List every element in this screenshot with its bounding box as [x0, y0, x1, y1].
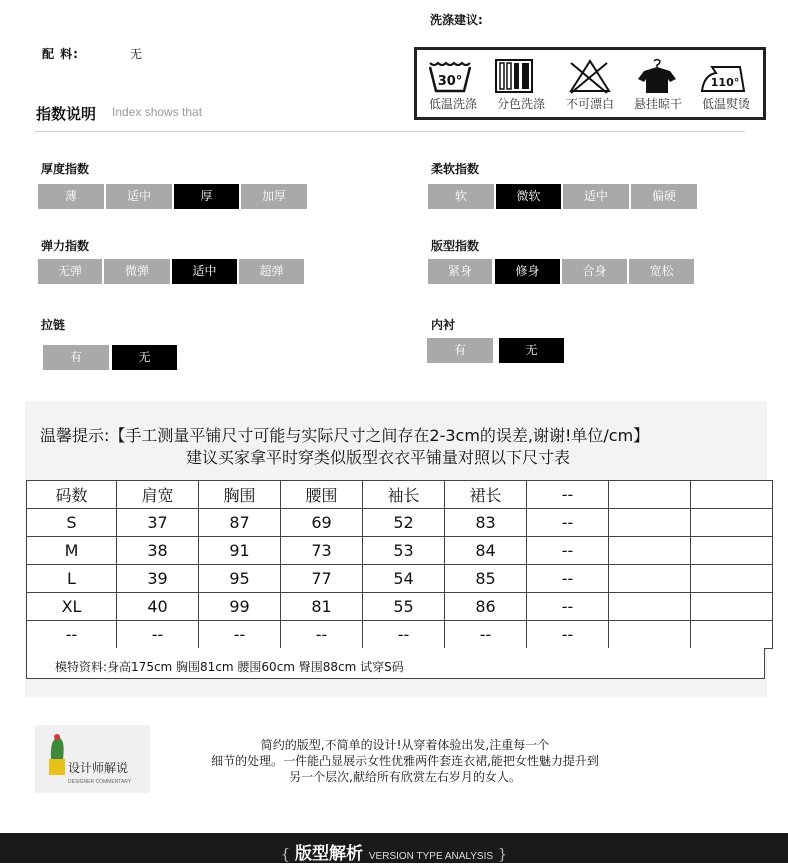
table-row: [27, 537, 773, 565]
table-cell: L: [27, 565, 117, 593]
wash-label: 低温熨烫: [701, 97, 750, 111]
table-cell: [691, 593, 773, 621]
svg-text:DESIGNER COMMENTARY: DESIGNER COMMENTARY: [68, 779, 132, 785]
no-bleach-icon: [557, 57, 623, 95]
header-cell: 袖长: [363, 481, 445, 509]
table-cell: --: [199, 621, 281, 649]
model-info: 模特资料:身高175cm 胸围81cm 腰围60cm 臀围88cm 试穿S码: [55, 660, 404, 674]
separate-color-icon: [488, 57, 554, 95]
desc-line: 简约的版型,不简单的设计!从穿着体验出发,注重每一个: [260, 738, 550, 752]
table-cell: 95: [199, 565, 281, 593]
table-cell: 73: [281, 537, 363, 565]
elasticity-option: 无弹: [38, 259, 102, 284]
softness-option: 软: [428, 184, 494, 209]
fit-option: 合身: [562, 259, 627, 284]
header-cell: 裙长: [445, 481, 527, 509]
header-cell: 码数: [27, 481, 117, 509]
wash-label: 悬挂晾干: [633, 97, 682, 111]
elasticity-option: 微弹: [104, 259, 170, 284]
desc-line: 另一个层次,献给所有欣赏左右岁月的女人。: [289, 770, 521, 784]
elasticity-option: 超弹: [239, 259, 304, 284]
footer-title: 版型解析: [294, 844, 363, 864]
thickness-option: 厚: [174, 184, 239, 209]
table-cell: 53: [363, 537, 445, 565]
zipper-option: 无: [112, 345, 177, 370]
thickness-option: 适中: [106, 184, 172, 209]
table-cell: --: [527, 593, 609, 621]
svg-text:30°: 30°: [437, 74, 463, 89]
fit-title: 版型指数: [431, 239, 480, 253]
table-cell: [609, 593, 691, 621]
lining-option: 有: [427, 338, 493, 363]
svg-text:110°: 110°: [710, 76, 740, 89]
table-cell: 85: [445, 565, 527, 593]
desc-line: 细节的处理。一件能凸显展示女性优雅两件套连衣裙,能把女性魅力提升到: [211, 754, 599, 768]
iron-low-icon: [692, 57, 758, 95]
index-title: 指数说明: [36, 105, 97, 123]
table-cell: 99: [199, 593, 281, 621]
thickness-scale: [38, 184, 308, 209]
header-cell: [691, 481, 773, 509]
header-cell: 胸围: [199, 481, 281, 509]
softness-scale: [428, 184, 698, 209]
table-cell: [609, 509, 691, 537]
table-cell: --: [527, 537, 609, 565]
table-cell: 86: [445, 593, 527, 621]
brace-right-icon: }: [493, 845, 508, 863]
hang-dry-icon: [624, 57, 690, 95]
table-cell: [609, 565, 691, 593]
table-cell: --: [527, 565, 609, 593]
fit-scale: [428, 259, 698, 284]
washing-panel: [414, 47, 766, 120]
material-value: 无: [130, 47, 143, 61]
table-header-row: [27, 481, 773, 509]
table-cell: 77: [281, 565, 363, 593]
table-cell: 91: [199, 537, 281, 565]
table-cell: 52: [363, 509, 445, 537]
notice-line-1: 温馨提示:【手工测量平铺尺寸可能与实际尺寸之间存在2-3cm的误差,谢谢!单位/cm】: [40, 426, 650, 445]
table-row: [27, 621, 773, 649]
zipper-scale: [43, 345, 183, 370]
header-cell: 肩宽: [117, 481, 199, 509]
brace-left-icon: {: [280, 845, 295, 863]
wash-label: 低温洗涤: [428, 97, 477, 111]
elasticity-option: 适中: [172, 259, 237, 284]
softness-option: 偏硬: [631, 184, 697, 209]
header-cell: [609, 481, 691, 509]
table-cell: 87: [199, 509, 281, 537]
table-cell: --: [527, 621, 609, 649]
wash-label: 不可漂白: [565, 97, 614, 111]
table-row: [27, 565, 773, 593]
table-cell: 81: [281, 593, 363, 621]
table-cell: 54: [363, 565, 445, 593]
table-cell: 84: [445, 537, 527, 565]
zipper-title: 拉链: [41, 318, 66, 332]
lining-scale: [427, 338, 567, 363]
table-cell: 38: [117, 537, 199, 565]
elasticity-scale: [38, 259, 308, 284]
table-cell: 40: [117, 593, 199, 621]
table-cell: --: [363, 621, 445, 649]
table-cell: [691, 537, 773, 565]
zipper-option: 有: [43, 345, 109, 370]
table-cell: [609, 621, 691, 649]
thickness-option: 薄: [38, 184, 104, 209]
table-cell: 83: [445, 509, 527, 537]
softness-option: 适中: [563, 184, 629, 209]
table-cell: [691, 621, 773, 649]
table-cell: S: [27, 509, 117, 537]
table-row: [27, 509, 773, 537]
table-cell: 37: [117, 509, 199, 537]
elasticity-title: 弹力指数: [41, 239, 90, 253]
size-table: [26, 480, 773, 649]
designer-logo: [35, 725, 150, 793]
notice-line-2: 建议买家拿平时穿类似版型衣衣平铺量对照以下尺寸表: [186, 448, 571, 467]
cactus-icon: [35, 725, 150, 793]
table-cell: --: [27, 621, 117, 649]
table-cell: --: [527, 509, 609, 537]
divider: [35, 131, 745, 132]
lining-option: 无: [499, 338, 564, 363]
table-cell: [609, 537, 691, 565]
thickness-title: 厚度指数: [41, 162, 90, 176]
table-cell: M: [27, 537, 117, 565]
fit-option: 修身: [495, 259, 560, 284]
header-cell: 腰围: [281, 481, 363, 509]
washing-title: 洗涤建议:: [430, 13, 483, 27]
index-subtitle: Index shows that: [112, 105, 203, 119]
table-cell: --: [445, 621, 527, 649]
table-cell: --: [281, 621, 363, 649]
header-cell: --: [527, 481, 609, 509]
thickness-option: 加厚: [241, 184, 307, 209]
table-row: [27, 593, 773, 621]
footer-heading: [0, 839, 788, 864]
table-cell: 55: [363, 593, 445, 621]
table-cell: --: [117, 621, 199, 649]
table-cell: 39: [117, 565, 199, 593]
footer-subtitle: VERSION TYPE ANALYSIS: [368, 851, 494, 862]
softness-option: 微软: [496, 184, 561, 209]
table-cell: [691, 509, 773, 537]
designer-description: [205, 737, 605, 785]
material-label: 配 料:: [42, 47, 79, 61]
wash-30-icon: [420, 57, 486, 95]
table-cell: XL: [27, 593, 117, 621]
svg-text:设计师解说: 设计师解说: [68, 761, 129, 775]
table-cell: [691, 565, 773, 593]
table-cell: 69: [281, 509, 363, 537]
lining-title: 内衬: [431, 318, 456, 332]
softness-title: 柔软指数: [431, 162, 480, 176]
wash-label: 分色洗涤: [496, 97, 545, 111]
fit-option: 宽松: [629, 259, 694, 284]
fit-option: 紧身: [428, 259, 492, 284]
